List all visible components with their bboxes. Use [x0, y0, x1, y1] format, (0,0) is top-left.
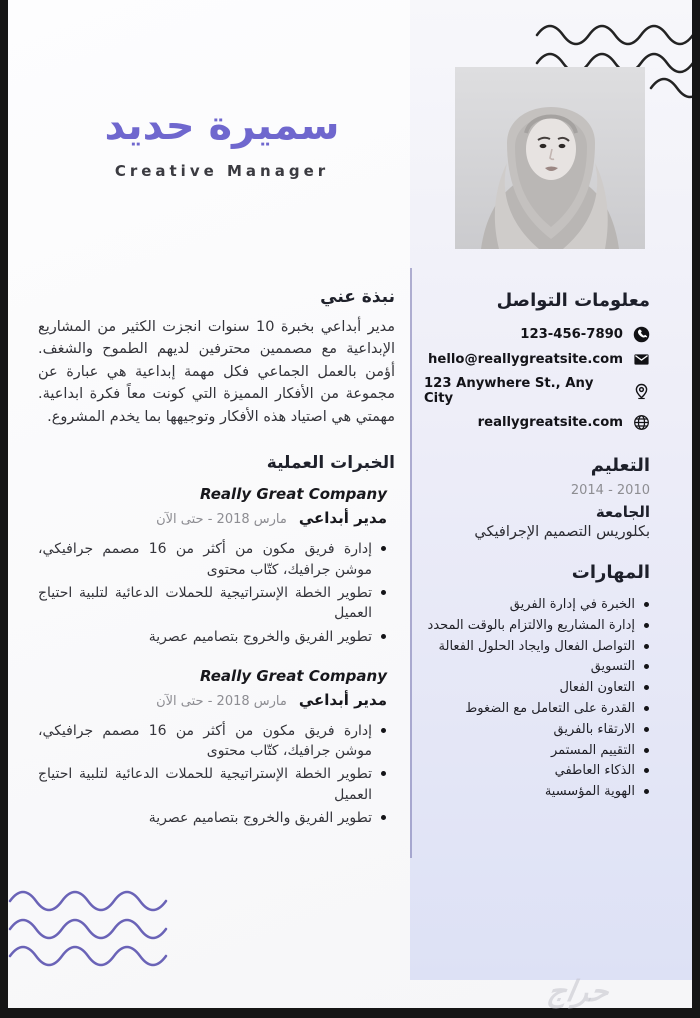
role-dates: مارس 2018 - حتى الآن [156, 693, 287, 709]
skill-label: إدارة المشاريع والالتزام بالوقت المحدد [427, 617, 635, 633]
skill-item [424, 595, 650, 616]
experience-bullet [38, 583, 387, 624]
phone-icon [633, 326, 650, 343]
contact-text: 123 Anywhere St., Any City [424, 376, 594, 406]
skill-item [424, 657, 650, 678]
bullet-dot [381, 771, 386, 776]
experience-entry [38, 485, 395, 646]
skill-item [424, 678, 650, 699]
experience-bullet-list [38, 721, 387, 828]
bullet-dot [381, 634, 386, 639]
bullet-text: تطوير الفريق والخروج بتصاميم عصرية [148, 810, 372, 827]
experience-bullet-list [38, 539, 387, 646]
bullet-dot [644, 727, 649, 732]
bullet-text: تطوير الخطة الإستراتيجية للحملات الدعائية لتلبية احتياج العميل [38, 766, 372, 803]
skill-item [424, 741, 650, 762]
main-column [38, 287, 395, 831]
sidebar-column [410, 0, 692, 803]
contact-row [424, 414, 650, 431]
bullet-text: إدارة فريق مكون من أكثر من 16 مصمم جرافيكي، موشن جرافيك، كتّاب محتوى [38, 722, 372, 760]
person-job-title: Creative Manager [114, 162, 330, 180]
bullet-dot [644, 748, 649, 753]
company-name: Really Great Company [199, 485, 387, 504]
skill-label: القدرة على التعامل مع الضغوط [465, 700, 635, 716]
bullet-dot [644, 789, 649, 794]
experience-heading: الخبرات العملية [266, 453, 395, 474]
education-heading: التعليم [590, 455, 650, 476]
skill-label: الذكاء العاطفي [554, 763, 635, 779]
location-icon [633, 383, 650, 400]
bullet-dot [381, 815, 386, 820]
skills-heading: المهارات [571, 562, 650, 583]
skill-item [424, 782, 650, 803]
job-line [38, 509, 387, 527]
education-degree: بكلوريس التصميم الإجرافيكي [474, 524, 650, 540]
bullet-dot [644, 602, 649, 607]
bullet-dot [381, 590, 386, 595]
contact-heading: معلومات التواصل [496, 290, 650, 311]
bullet-dot [644, 664, 649, 669]
experience-bullet [38, 808, 387, 828]
education-dates: 2010 - 2014 [570, 483, 650, 498]
about-text: مدير أبداعي بخبرة 10 سنوات انجزت الكثير من المشاريع الإبداعية مع مصممين محترفين لديهم الطموح والشغف. أؤمن بالعمل الجماعي فكل مهمة إبداعية هي عبارة عن مجموعة من الأفكار المميزة التي كونت معاً فكرة ابداعية. مهمتي هي اصتياد هذه الأفكار وتوجيهها بما يخدم المشروع. [38, 319, 395, 425]
skill-item [424, 637, 650, 658]
person-name: سميرة حديد [104, 103, 340, 149]
email-icon [633, 351, 650, 368]
skill-label: التقييم المستمر [551, 742, 635, 758]
role-dates: مارس 2018 - حتى الآن [156, 512, 287, 528]
watermark-logo: حراج [545, 974, 612, 1008]
skill-label: التعاون الفعال [559, 680, 635, 696]
experience-bullet [38, 764, 387, 805]
bullet-dot [381, 728, 386, 733]
skill-item [424, 699, 650, 720]
globe-icon [633, 414, 650, 431]
about-heading: نبذة عني [320, 287, 395, 307]
contact-text: reallygreatsite.com [477, 415, 623, 430]
role-title: مدير أبداعي [298, 690, 387, 709]
bullet-text: تطوير الخطة الإستراتيجية للحملات الدعائية لتلبية احتياج العميل [38, 584, 372, 622]
role-title: مدير أبداعي [298, 509, 387, 528]
header-block [32, 102, 412, 180]
skill-item [424, 616, 650, 637]
contact-row [424, 351, 650, 368]
skill-label: الهوية المؤسسية [544, 784, 635, 800]
cv-page [8, 0, 692, 1008]
contact-row [424, 376, 650, 406]
experience-bullet [38, 539, 387, 580]
contact-text: 123-456-7890 [520, 327, 623, 342]
skill-label: الخبرة في إدارة الفريق [509, 597, 635, 612]
bullet-text: إدارة فريق مكون من أكثر من 16 مصمم جرافيكي، موشن جرافيك، كتّاب محتوى [38, 541, 372, 578]
contact-row [424, 326, 650, 343]
experience-bullet [38, 627, 387, 647]
contact-text: hello@reallygreatsite.com [428, 352, 623, 367]
skills-list [424, 595, 650, 803]
bullet-dot [644, 685, 649, 690]
bullet-dot [381, 546, 386, 551]
skill-item [424, 761, 650, 782]
education-institution: الجامعة [595, 503, 650, 521]
company-name: Really Great Company [199, 666, 387, 685]
skill-label: التسويق [590, 659, 635, 675]
bullet-dot [644, 768, 649, 773]
skill-item [424, 720, 650, 741]
contact-list [424, 326, 650, 431]
bullet-dot [644, 706, 649, 711]
bullet-dot [644, 644, 649, 649]
bullet-text: تطوير الفريق والخروج بتصاميم عصرية [148, 628, 372, 645]
skill-label: التواصل الفعال وايجاد الحلول الفعالة [438, 638, 635, 654]
experience-bullet [38, 721, 387, 762]
skill-label: الارتقاء بالفريق [553, 721, 635, 737]
experience-entry [38, 667, 395, 828]
job-line [38, 691, 387, 709]
wave-decoration-purple [8, 884, 178, 970]
bullet-dot [644, 623, 649, 628]
